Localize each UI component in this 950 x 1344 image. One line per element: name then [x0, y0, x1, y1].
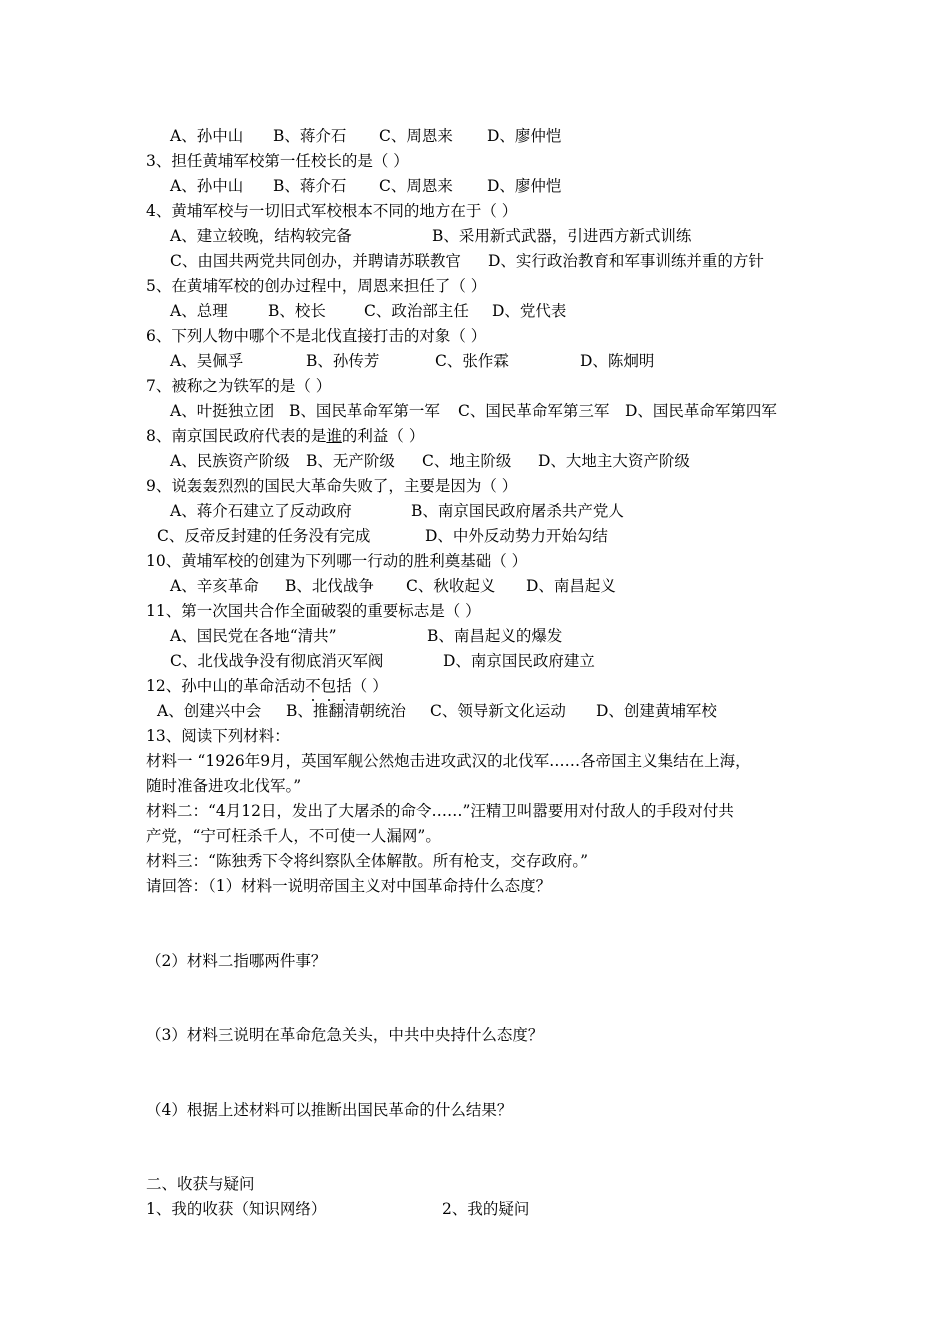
section2-doubts: 2、我的疑问: [442, 1200, 530, 1218]
q4-option-c: C、由国共两党共同创办，并聘请苏联教官: [170, 252, 461, 270]
q7-stem: 7、被称之为铁军的是（ ）: [146, 377, 332, 395]
q8-option-d: D、大地主大资产阶级: [538, 452, 690, 470]
q13-question4: （4）根据上述材料可以推断出国民革命的什么结果？: [146, 1101, 513, 1119]
q12-stem-mark-2: 包: [320, 677, 337, 695]
q3-option-a: A、孙中山: [170, 177, 244, 195]
q10-option-a: A、辛亥革命: [170, 577, 259, 595]
q8-stem-before: 8、南京国民政府代表的是: [146, 427, 327, 445]
q2-option-a: A、孙中山: [170, 127, 244, 145]
q11-stem: 11、第一次国共合作全面破裂的重要标志是（ ）: [146, 602, 481, 620]
q3-option-b: B、蒋介石: [273, 177, 347, 195]
q13-material3: 材料三：“陈独秀下令将纠察队全体解散。所有枪支，交存政府。”: [146, 852, 589, 870]
q10-option-c: C、秋收起义: [406, 577, 496, 595]
q12-stem-after: （ ）: [351, 677, 388, 695]
q8-option-a: A、民族资产阶级: [170, 452, 290, 470]
q13-question2: （2）材料二指哪两件事？: [146, 952, 327, 970]
q9-stem: 9、说轰轰烈烈的国民大革命失败了，主要是因为（ ）: [146, 477, 518, 495]
q10-stem: 10、黄埔军校的创建为下列哪一行动的胜利奠基础（ ）: [146, 552, 528, 570]
q12-option-d: D、创建黄埔军校: [596, 702, 717, 720]
q5-option-a: A、总理: [170, 302, 228, 320]
q4-option-a: A、建立较晚，结构较完备: [170, 227, 352, 245]
q13-question1: 请回答：（1）材料一说明帝国主义对中国革命持什么态度？: [146, 877, 552, 895]
q12-option-b: B、推翻清朝统治: [286, 702, 406, 720]
q13-material1-line2: 随时准备进攻北伐军。”: [146, 777, 302, 795]
q3-stem: 3、担任黄埔军校第一任校长的是（ ）: [146, 152, 409, 170]
q5-option-c: C、政治部主任: [364, 302, 469, 320]
q8-option-c: C、地主阶级: [422, 452, 512, 470]
q2-option-c: C、周恩来: [379, 127, 453, 145]
q11-option-d: D、南京国民政府建立: [443, 652, 595, 670]
q6-stem: 6、下列人物中哪个不是北伐直接打击的对象（ ）: [146, 327, 487, 345]
q10-option-b: B、北伐战争: [285, 577, 374, 595]
q8-stem-after: 的利益（ ）: [341, 427, 425, 445]
section2-title: 二、收获与疑问: [146, 1175, 255, 1193]
q7-option-b: B、国民革命军第一军: [289, 402, 440, 420]
q8-stem-mark: 谁: [326, 427, 342, 445]
q2-option-d: D、廖仲恺: [487, 127, 562, 145]
q13-material2-line2: 产党，“宁可枉杀千人，不可使一人漏网”。: [146, 827, 441, 845]
q6-option-b: B、孙传芳: [306, 352, 380, 370]
q12-stem: [146, 676, 388, 696]
q7-option-a: A、叶挺独立团: [170, 402, 275, 420]
q13-material2-line1: 材料二：“4月12日，发出了大屠杀的命令……”汪精卫叫嚣要用对付敌人的手段对付共: [146, 802, 734, 820]
q9-option-a: A、蒋介石建立了反动政府: [170, 502, 352, 520]
q11-option-c: C、北伐战争没有彻底消灭军阀: [170, 652, 384, 670]
q13-material1-line1: 材料一 “1926年9月，英国军舰公然炮击进攻武汉的北伐军……各帝国主义集结在上海，: [146, 752, 751, 770]
q11-option-a: A、国民党在各地“清共”: [170, 627, 337, 645]
q12-stem-before: 12、孙中山的革命活动: [146, 677, 306, 695]
q8-option-b: B、无产阶级: [306, 452, 395, 470]
q2-option-b: B、蒋介石: [273, 127, 347, 145]
q3-option-c: C、周恩来: [379, 177, 453, 195]
q6-option-a: A、吴佩孚: [170, 352, 244, 370]
q6-option-c: C、张作霖: [435, 352, 509, 370]
q6-option-d: D、陈炯明: [580, 352, 655, 370]
q7-option-c: C、国民革命军第三军: [458, 402, 610, 420]
q3-option-d: D、廖仲恺: [487, 177, 562, 195]
q4-option-b: B、采用新式武器，引进西方新式训练: [432, 227, 692, 245]
q5-option-b: B、校长: [268, 302, 326, 320]
q12-stem-mark-1: 不: [305, 677, 321, 695]
q8-stem: [146, 426, 424, 446]
q5-stem: 5、在黄埔军校的创办过程中，周恩来担任了（ ）: [146, 277, 487, 295]
q11-option-b: B、南昌起义的爆发: [427, 627, 563, 645]
q12-option-a: A、创建兴中会: [157, 702, 262, 720]
q9-option-b: B、南京国民政府屠杀共产党人: [411, 502, 624, 520]
q9-option-c: C、反帝反封建的任务没有完成: [157, 527, 371, 545]
q12-stem-mark-3: 括: [336, 677, 352, 695]
q13-stem: 13、阅读下列材料：: [146, 727, 290, 745]
section2-harvest: 1、我的收获（知识网络）: [146, 1200, 327, 1218]
q7-option-d: D、国民革命军第四军: [625, 402, 777, 420]
q10-option-d: D、南昌起义: [526, 577, 616, 595]
q9-option-d: D、中外反动势力开始勾结: [425, 527, 608, 545]
q12-option-c: C、领导新文化运动: [430, 702, 566, 720]
q5-option-d: D、党代表: [492, 302, 567, 320]
q13-question3: （3）材料三说明在革命危急关头，中共中央持什么态度？: [146, 1026, 544, 1044]
q4-option-d: D、实行政治教育和军事训练并重的方针: [488, 252, 764, 270]
q4-stem: 4、黄埔军校与一切旧式军校根本不同的地方在于（ ）: [146, 202, 518, 220]
